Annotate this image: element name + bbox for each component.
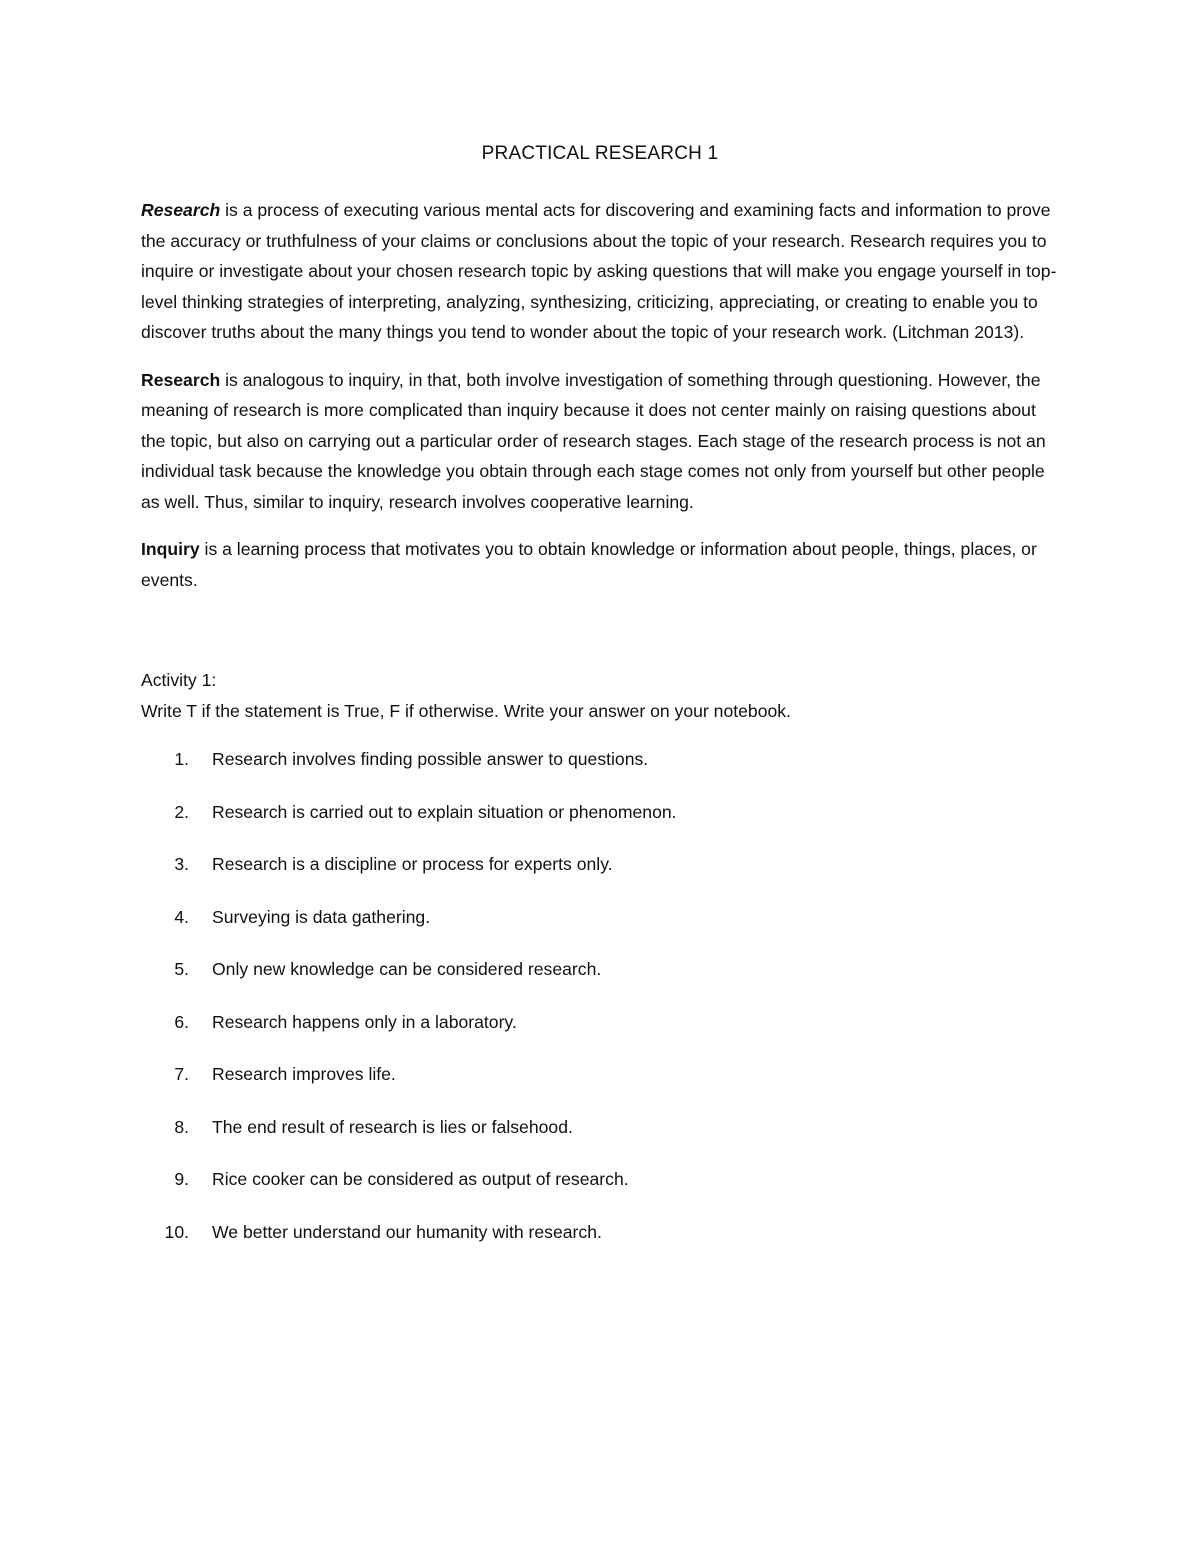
term-inquiry: Inquiry bbox=[141, 539, 200, 559]
paragraph-research-inquiry bbox=[141, 365, 1061, 518]
list-item bbox=[141, 902, 1061, 955]
item-number: 4. bbox=[174, 906, 189, 927]
item-number: 2. bbox=[174, 801, 189, 822]
item-text: Research improves life. bbox=[212, 1064, 396, 1084]
item-text: The end result of research is lies or falsehood. bbox=[212, 1116, 573, 1137]
activity-heading: Activity 1: bbox=[141, 670, 217, 690]
item-number: 10. bbox=[164, 1221, 189, 1242]
item-number: 7. bbox=[174, 1064, 189, 1084]
item-text: Research is a discipline or process for experts only. bbox=[212, 854, 613, 874]
term-research: Research bbox=[141, 200, 221, 220]
item-text: Research is carried out to explain situation or phenomenon. bbox=[212, 801, 677, 822]
list-item bbox=[141, 1217, 1061, 1270]
item-text: Research involves finding possible answer to questions. bbox=[212, 749, 649, 769]
list-item bbox=[141, 797, 1061, 850]
paragraph-research-definition bbox=[141, 195, 1061, 348]
paragraph-inquiry-definition bbox=[141, 534, 1061, 595]
paragraph-text: is a learning process that motivates you to obtain knowledge or information about people, things, places, or events. bbox=[141, 539, 1037, 590]
item-text: Surveying is data gathering. bbox=[212, 906, 431, 927]
item-text: We better understand our humanity with research. bbox=[212, 1221, 602, 1242]
item-number: 9. bbox=[174, 1169, 189, 1189]
list-item bbox=[141, 1007, 1061, 1060]
term-research: Research bbox=[141, 369, 221, 390]
item-number: 1. bbox=[174, 749, 189, 769]
list-item bbox=[141, 954, 1061, 1007]
item-number: 6. bbox=[174, 1011, 189, 1032]
list-item bbox=[141, 1059, 1061, 1112]
paragraph-text: is analogous to inquiry, in that, both involve investigation of something through questioning. However, the meaning of research is more complicated than inquiry because it does not center mainly on raising questions about the topic, but also on carrying out a particular order of research stages. Each stage of the research process is not an individual task because the knowledge you obtain through each stage comes not only from yourself but other people as well. Thus, similar to inquiry, research involves cooperative learning. bbox=[141, 369, 1046, 512]
document-body bbox=[141, 195, 1061, 1269]
list-item bbox=[141, 849, 1061, 902]
item-number: 3. bbox=[174, 854, 189, 874]
list-item bbox=[141, 744, 1061, 797]
activity-instruction: Write T if the statement is True, F if otherwise. Write your answer on your notebook. bbox=[141, 700, 791, 721]
item-text: Research happens only in a laboratory. bbox=[212, 1011, 517, 1032]
activity-section bbox=[141, 665, 1061, 1269]
item-text: Rice cooker can be considered as output of research. bbox=[212, 1169, 629, 1189]
list-item bbox=[141, 1164, 1061, 1217]
list-item bbox=[141, 1112, 1061, 1165]
activity-item-list bbox=[141, 744, 1061, 1269]
item-number: 8. bbox=[174, 1116, 189, 1137]
page-title: PRACTICAL RESEARCH 1 bbox=[481, 143, 719, 164]
item-number: 5. bbox=[174, 959, 189, 979]
paragraph-text: is a process of executing various mental acts for discovering and examining facts and information to prove the accuracy or truthfulness of your claims or conclusions about the topic of your research. Research requires you to inquire or investigate about your chosen research topic by asking questions that will make you engage yourself in top-level thinking strategies of interpreting, analyzing, synthesizing, criticizing, appreciating, or creating to enable you to discover truths about the many things you tend to wonder about the topic of your research work. (Litchman 2013). bbox=[141, 200, 1057, 342]
item-text: Only new knowledge can be considered research. bbox=[212, 959, 602, 979]
